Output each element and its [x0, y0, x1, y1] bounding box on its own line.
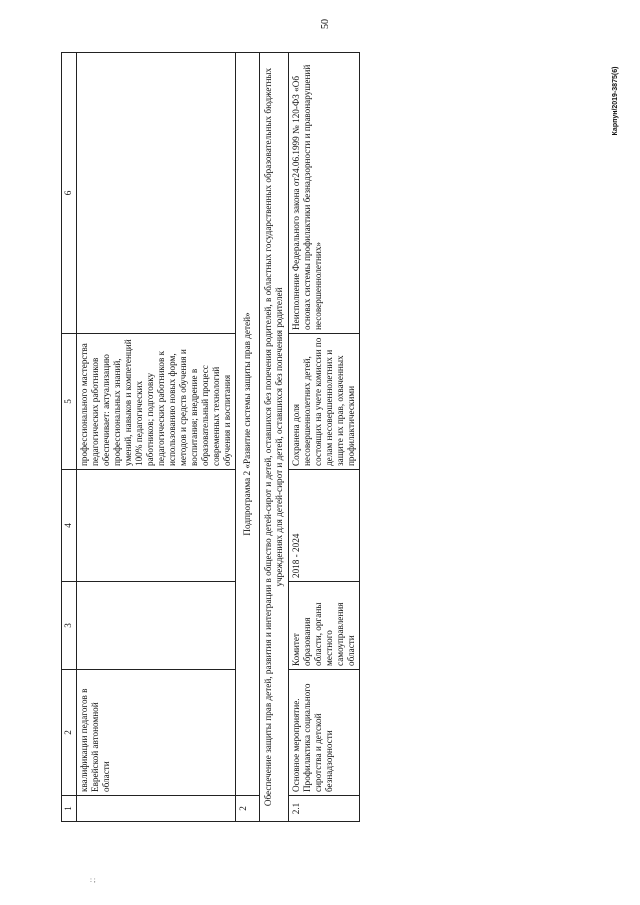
- cell-result: профессионального мастерства педагогических работников обеспечивает: актуализацию профессиональных знаний, умений, навыков и компетенций 100% педагогических работников; подготовку педагогических работников к использованию новых форм, методов и средств обучения и воспитания; внедрение в образовательный процесс современных технологий обучения и воспитания: [77, 334, 236, 470]
- cell-activity: Основное мероприятие. Профилактика социального сиротства и детской безнадзорности: [289, 670, 360, 796]
- subprogram-row: [236, 53, 260, 822]
- cell-consequence: [77, 53, 236, 334]
- header-col-5: 5: [62, 334, 77, 470]
- header-col-4: 4: [62, 470, 77, 582]
- table-header-row: [62, 53, 77, 822]
- cell-number: 2.1: [289, 796, 360, 822]
- table-row-continued: [77, 53, 236, 822]
- scan-marks: : ;: [90, 876, 96, 884]
- subprogram-number: 2: [236, 796, 260, 822]
- header-col-3: 3: [62, 582, 77, 670]
- header-col-6: 6: [62, 53, 77, 334]
- cell-consequence: Неисполнение Федерального закона от24.06.1999 № 120-ФЗ «Об основах системы профилактики безнадзорности и правонарушений несовершеннолетних»: [289, 53, 360, 334]
- subprogram-title: Подпрограмма 2 «Развитие системы защиты прав детей»: [236, 53, 260, 796]
- goal-row: [260, 53, 289, 822]
- header-col-1: 1: [62, 796, 77, 822]
- table-row-2-1: [289, 53, 360, 822]
- page-number: 50: [320, 19, 331, 29]
- cell-executor: [77, 582, 236, 670]
- cell-activity: квалификации педагогов в Еврейской автономной области: [77, 670, 236, 796]
- cell-executor: Комитет образования области, органы местного самоуправления области: [289, 582, 360, 670]
- cell-period: 2018 - 2024: [289, 470, 360, 582]
- cell-result: Сохранена доля несовершеннолетних детей, состоящих на учете комиссии по делам несовершеннолетних и защите их прав, охваченных профилактическими: [289, 334, 360, 470]
- rotated-table-page: [61, 52, 423, 822]
- program-table: [61, 52, 360, 822]
- cell-number: [77, 796, 236, 822]
- subprogram-goal: Обеспечение защиты прав детей, развития и интеграции в общество детей-сирот и детей, оставшихся без попечения родителей, в областных государственных образовательных бюджетных учреждениях для детей-сирот и детей, оставшихся без попечения родителей: [260, 53, 289, 822]
- cell-period: [77, 470, 236, 582]
- document-reference: Карпун/2019-3875(6): [612, 66, 619, 136]
- header-col-2: 2: [62, 670, 77, 796]
